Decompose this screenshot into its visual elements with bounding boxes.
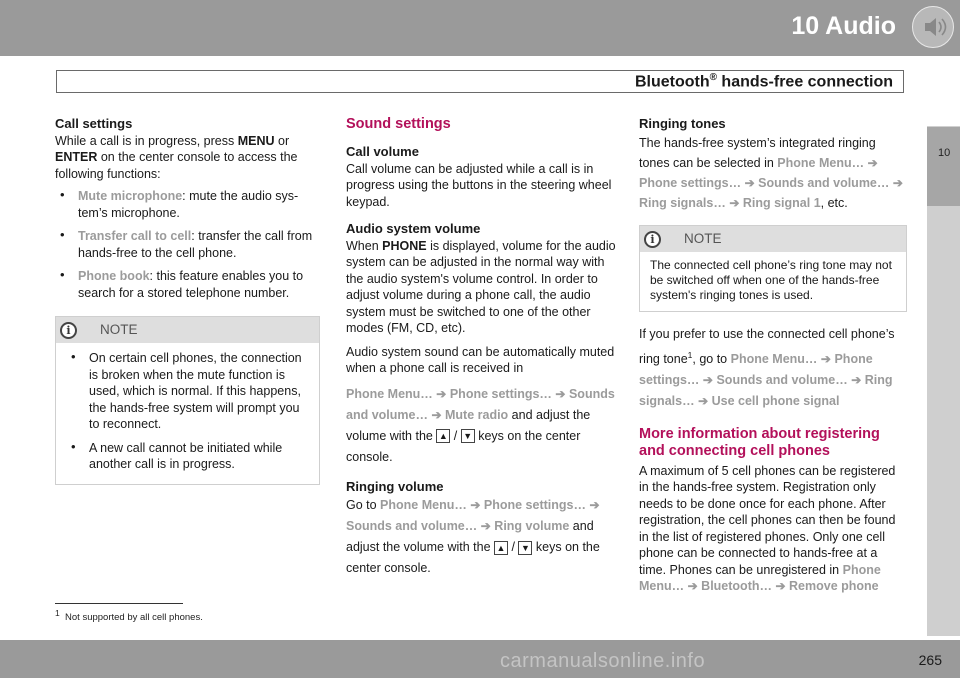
list-item: • On certain cell phones, the connection is broken when the mute function is used, which is normal. If this happens, the hands-free system will prompt you to reconnect. <box>71 349 302 431</box>
ringing-tones-heading: Ringing tones <box>639 116 726 131</box>
call-volume-text: Call volume can be adjusted while a call is in progress using the buttons in the steering wheel keypad. <box>346 161 612 209</box>
call-settings-intro: While a call is in progress, press MENU or ENTER on the center console to access the following functions: <box>55 133 298 181</box>
arrow-right-icon: ➔ <box>589 498 600 512</box>
arrow-right-icon: ➔ <box>851 372 862 387</box>
audio-system-volume-text: When PHONE is displayed, volume for the audio system can be adjusted in the normal way with the audio system's volume control. In order to adjust volume during a phone call, the audio system must be switched to one of the other modes (FM, CD, etc). <box>346 238 616 335</box>
volume-up-key-icon: ▲ <box>494 541 508 555</box>
note-title: NOTE <box>100 322 138 337</box>
list-item: • A new call cannot be initiated while another call is in progress. <box>71 438 283 471</box>
arrow-right-icon: ➔ <box>775 579 786 594</box>
column-1 <box>55 116 320 485</box>
arrow-right-icon: ➔ <box>555 386 566 401</box>
note-title: NOTE <box>684 230 722 246</box>
page-header <box>0 0 960 56</box>
list-item: • Mute microphone: mute the audio sys-tem’s microphone. <box>60 187 299 220</box>
note-header <box>56 317 319 343</box>
arrow-right-icon: ➔ <box>892 175 903 190</box>
note-header <box>640 226 906 252</box>
info-icon: i <box>644 231 661 248</box>
note-text: The connected cell phone’s ring tone may not be switched off when one of the hands-free system's ringing tones is used. <box>650 257 892 302</box>
arrow-right-icon: ➔ <box>436 386 447 401</box>
page-footer <box>0 640 960 678</box>
volume-down-key-icon: ▼ <box>518 541 532 555</box>
chapter-title: 10 Audio <box>791 12 896 40</box>
arrow-right-icon: ➔ <box>480 519 491 533</box>
arrow-right-icon: ➔ <box>820 351 831 366</box>
call-volume-heading: Call volume <box>346 144 419 159</box>
list-item: • Phone book: this feature enables you to search for a stored telephone number. <box>60 267 304 300</box>
arrow-right-icon: ➔ <box>744 175 755 190</box>
mute-path: Phone Menu… ➔ Phone settings… ➔ Sounds and volume… ➔ Mute radio and adjust the volume with the ▲ / ▼ keys on the center console. <box>346 386 615 464</box>
arrow-right-icon: ➔ <box>729 195 740 210</box>
footnote: $^1$ Not supported by all cell phones. <box>55 603 285 623</box>
call-settings-heading: Call settings <box>55 116 133 131</box>
volume-up-key-icon: ▲ <box>436 429 450 443</box>
column-2 <box>346 116 616 579</box>
speaker-icon <box>912 6 954 48</box>
volume-down-key-icon: ▼ <box>461 429 475 443</box>
arrow-right-icon: ➔ <box>687 579 698 594</box>
note-box <box>639 225 907 312</box>
footnote-rule <box>55 603 183 604</box>
ring-volume-path: Go to Phone Menu… ➔ Phone settings… ➔ Sounds and volume… ➔ Ring volume and adjust the volume with the ▲ / ▼ keys on the center console. <box>346 498 600 575</box>
side-tab-number: 10 <box>938 147 951 159</box>
note-box <box>55 316 320 485</box>
column-3 <box>639 116 907 595</box>
page-number: 265 <box>918 652 942 668</box>
registration-text: A maximum of 5 cell phones can be registered in the hands-free system. Registration only needs to be done once for each phone. After registration, the cell phones can then be found in the list of registered phones. Only one cell phone can be connected to hands-free at a time. Phones can be unregistered in Phone Menu… ➔ Bluetooth… ➔ Remove phone <box>639 463 896 594</box>
section-bar <box>56 70 904 93</box>
function-list <box>55 188 320 301</box>
info-icon: i <box>60 322 77 339</box>
arrow-right-icon: ➔ <box>702 372 713 387</box>
section-title: Bluetooth® hands-free connection <box>634 72 893 91</box>
ringing-tones-text: The hands-free system’s integrated ringing tones can be selected in Phone Menu… ➔ Phone settings… ➔ Sounds and volume… ➔ Ring signals… ➔ Ring signal 1, etc. <box>639 135 903 210</box>
phone-ring-tone-text: If you prefer to use the connected cell phone’s ring tone$^1$, go to Phone Menu… ➔ Phone settings… ➔ Sounds and volume… ➔ Ring signals… ➔ Use cell phone signal <box>639 326 895 408</box>
side-strip <box>927 206 960 636</box>
watermark: carmanualsonline.info <box>500 650 706 672</box>
ringing-volume-heading: Ringing volume <box>346 478 444 494</box>
arrow-right-icon: ➔ <box>698 393 709 408</box>
sound-settings-heading: Sound settings <box>346 116 451 132</box>
note-list <box>66 350 309 473</box>
chapter-side-tab <box>927 126 960 208</box>
arrow-right-icon: ➔ <box>867 155 878 170</box>
list-item: • Transfer call to cell: transfer the call from hands-free to the cell phone. <box>60 227 313 260</box>
mute-intro-text: Audio system sound can be automatically muted when a phone call is received in <box>346 344 615 375</box>
more-info-heading: More information about registering and connecting cell phones <box>639 425 880 459</box>
arrow-right-icon: ➔ <box>431 407 442 422</box>
arrow-right-icon: ➔ <box>470 498 481 512</box>
audio-system-volume-heading: Audio system volume <box>346 221 481 236</box>
